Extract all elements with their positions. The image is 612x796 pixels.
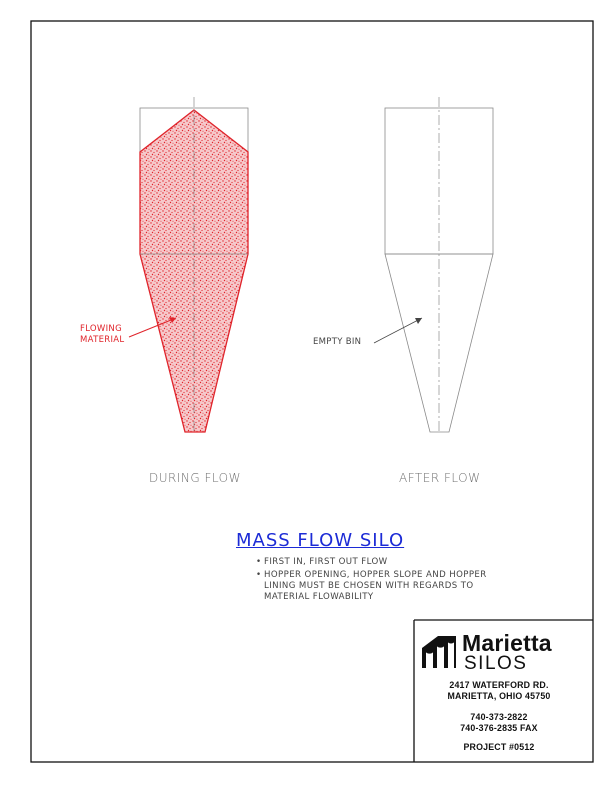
phone-number: 740-373-2822 bbox=[470, 712, 528, 722]
after-flow-caption: AFTER FLOW bbox=[399, 471, 481, 485]
project-number: PROJECT #0512 bbox=[463, 742, 535, 752]
silo-after-flow bbox=[374, 97, 493, 432]
brand-subtitle: SILOS bbox=[464, 653, 528, 674]
silo-during-flow bbox=[129, 97, 248, 432]
flowing-material-label bbox=[80, 324, 124, 346]
flowing-material-line2: MATERIAL bbox=[80, 335, 125, 345]
brand-name: Marietta bbox=[462, 630, 552, 656]
address-line-2: MARIETTA, OHIO 45750 bbox=[447, 691, 551, 701]
during-flow-caption: DURING FLOW bbox=[149, 471, 241, 485]
fax-number: 740-376-2835 FAX bbox=[460, 723, 538, 733]
flowing-material-line1: FLOWING bbox=[80, 324, 122, 334]
empty-bin-leader bbox=[374, 318, 422, 343]
marietta-logo-icon bbox=[422, 636, 456, 668]
note-item: • FIRST IN, FIRST OUT FLOW bbox=[256, 557, 487, 568]
empty-bin-label: EMPTY BIN bbox=[313, 337, 362, 347]
notes-list bbox=[256, 557, 487, 605]
address-line-1: 2417 WATERFORD RD. bbox=[449, 680, 549, 690]
mass-flow-silo-title: MASS FLOW SILO bbox=[236, 530, 405, 551]
note-item: • HOPPER OPENING, HOPPER SLOPE AND HOPPER LINING MUST BE CHOSEN WITH REGARDS TO MATERIAL FLOWABILITY bbox=[256, 570, 487, 603]
